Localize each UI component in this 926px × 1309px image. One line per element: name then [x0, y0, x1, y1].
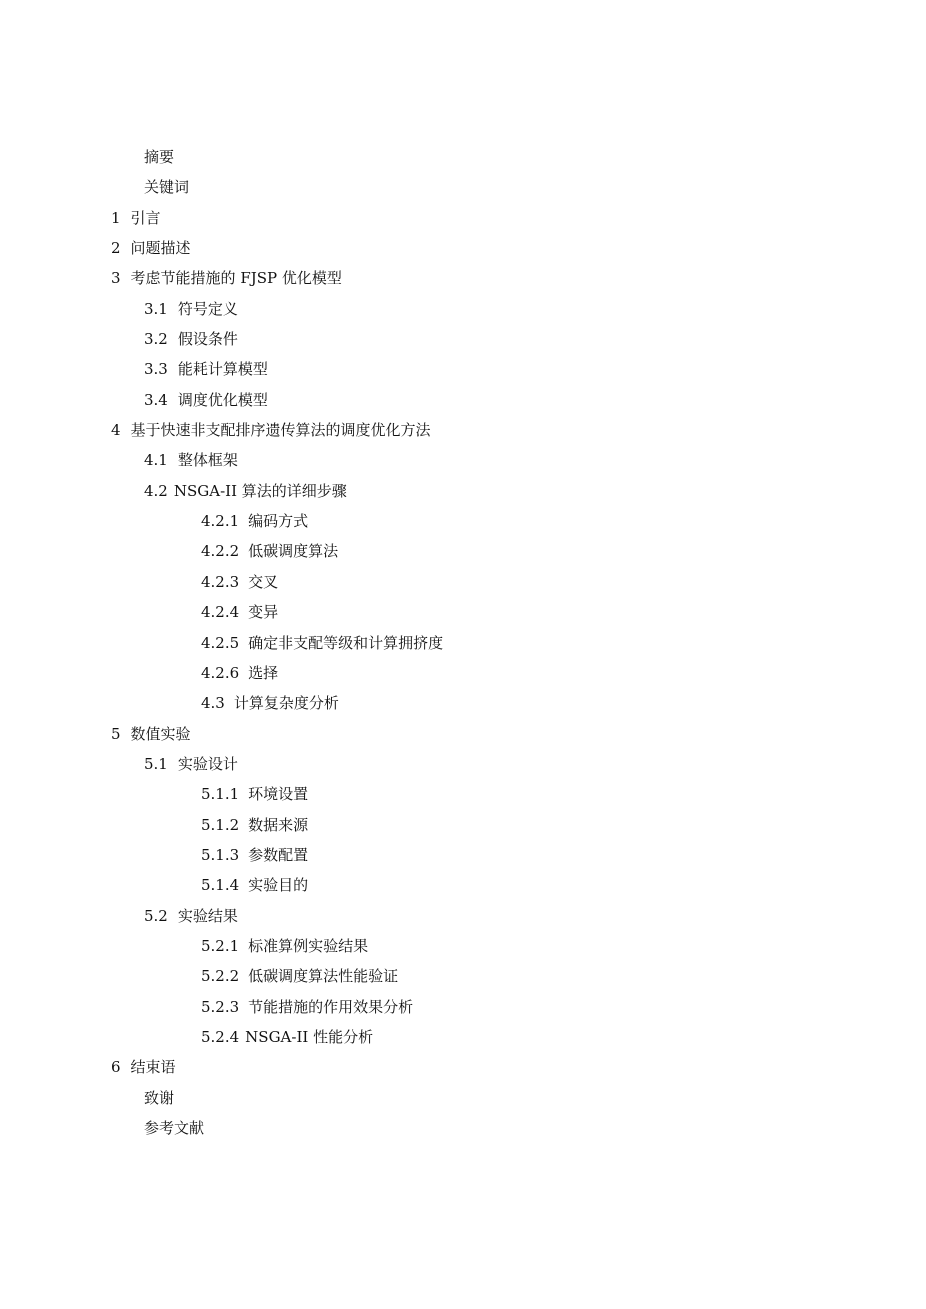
- toc-entry-number: 2: [111, 239, 121, 258]
- toc-entry-number: 4.2.1: [201, 512, 240, 531]
- toc-entry-number: 4.2.4: [201, 603, 240, 622]
- toc-entry[interactable]: [0, 901, 926, 931]
- toc-entry[interactable]: [0, 324, 926, 354]
- toc-entry[interactable]: [0, 688, 926, 718]
- toc-entry[interactable]: [0, 992, 926, 1022]
- toc-entry-number: 4.3: [201, 694, 225, 713]
- toc-entry-title: 实验目的: [248, 876, 309, 895]
- toc-entry-number: 5.1.4: [201, 876, 240, 895]
- toc-entry[interactable]: [0, 810, 926, 840]
- toc-entry-title: 低碳调度算法性能验证: [248, 967, 399, 986]
- toc-entry-number: 5.1.1: [201, 785, 240, 804]
- toc-entry-title: NSGA-II 性能分析: [245, 1027, 374, 1046]
- toc-entry-title: 低碳调度算法: [248, 542, 339, 561]
- toc-entry-number: 6: [111, 1058, 121, 1077]
- toc-entry-title: 考虑节能措施的 FJSP 优化模型: [130, 269, 342, 288]
- toc-entry[interactable]: [0, 385, 926, 415]
- toc-entry-title: 变异: [248, 603, 279, 622]
- toc-entry-title: 数据来源: [248, 815, 309, 834]
- toc-entry[interactable]: [0, 840, 926, 870]
- toc-entry-title: 基于快速非支配排序遗传算法的调度优化方法: [130, 421, 431, 440]
- toc-entry-title: 致谢: [144, 1088, 175, 1107]
- toc-entry-title: 调度优化模型: [177, 390, 268, 409]
- toc-entry-title: 实验设计: [177, 754, 238, 773]
- toc-entry-title: NSGA-II 算法的详细步骤: [173, 481, 347, 500]
- toc-entry-number: 3.1: [144, 299, 168, 318]
- toc-entry-number: 4.2.2: [201, 542, 240, 561]
- toc-entry[interactable]: [0, 172, 926, 202]
- toc-entry-number: 5.2.4: [201, 1027, 240, 1046]
- toc-entry-title: 确定非支配等级和计算拥挤度: [248, 633, 444, 652]
- toc-entry-number: 5.2.3: [201, 997, 240, 1016]
- toc-entry[interactable]: [0, 567, 926, 597]
- toc-entry[interactable]: [0, 597, 926, 627]
- toc-entry[interactable]: [0, 870, 926, 900]
- toc-entry[interactable]: [0, 476, 926, 506]
- toc-entry-title: 关键词: [144, 178, 190, 197]
- toc-entry[interactable]: [0, 658, 926, 688]
- toc-entry-number: 4.2.5: [201, 633, 240, 652]
- toc-entry[interactable]: [0, 719, 926, 749]
- toc-entry-number: 5.2: [144, 906, 168, 925]
- toc-entry-number: 5.2.1: [201, 936, 240, 955]
- toc-entry[interactable]: [0, 1052, 926, 1082]
- toc-entry-number: 4.1: [144, 451, 168, 470]
- toc-entry-number: 4.2.3: [201, 572, 240, 591]
- toc-entry-title: 参数配置: [248, 845, 309, 864]
- toc-entry[interactable]: [0, 931, 926, 961]
- toc-entry-title: 计算复杂度分析: [233, 694, 339, 713]
- toc-entry-title: 交叉: [248, 572, 279, 591]
- toc-entry-title: 结束语: [130, 1058, 176, 1077]
- toc-entry[interactable]: [0, 961, 926, 991]
- toc-entry-title: 假设条件: [177, 330, 238, 349]
- toc-entry-title: 节能措施的作用效果分析: [248, 997, 414, 1016]
- toc-entry-number: 4.2: [144, 481, 168, 500]
- toc-entry-number: 3.4: [144, 390, 168, 409]
- toc-entry-number: 5.2.2: [201, 967, 240, 986]
- toc-entry[interactable]: [0, 415, 926, 445]
- toc-entry-title: 选择: [248, 663, 279, 682]
- table-of-contents: [0, 142, 926, 1143]
- toc-entry[interactable]: [0, 779, 926, 809]
- toc-entry-number: 3.2: [144, 330, 168, 349]
- toc-entry-title: 实验结果: [177, 906, 238, 925]
- toc-entry[interactable]: [0, 142, 926, 172]
- toc-entry-number: 3.3: [144, 360, 168, 379]
- toc-entry[interactable]: [0, 263, 926, 293]
- toc-entry-title: 数值实验: [130, 724, 191, 743]
- toc-entry-number: 5.1: [144, 754, 168, 773]
- toc-entry-title: 环境设置: [248, 785, 309, 804]
- toc-entry[interactable]: [0, 628, 926, 658]
- toc-entry[interactable]: [0, 506, 926, 536]
- toc-entry[interactable]: [0, 1022, 926, 1052]
- toc-entry-title: 问题描述: [130, 239, 191, 258]
- toc-entry[interactable]: [0, 749, 926, 779]
- toc-entry[interactable]: [0, 354, 926, 384]
- toc-entry[interactable]: [0, 1083, 926, 1113]
- toc-entry[interactable]: [0, 203, 926, 233]
- toc-entry-title: 标准算例实验结果: [248, 936, 369, 955]
- toc-entry-title: 参考文献: [144, 1119, 205, 1137]
- toc-entry-title: 整体框架: [177, 451, 238, 470]
- toc-entry-title: 符号定义: [177, 299, 238, 318]
- toc-entry-number: 5.1.2: [201, 815, 240, 834]
- toc-entry-title: 能耗计算模型: [177, 360, 268, 379]
- toc-entry-number: 5: [111, 724, 121, 743]
- toc-entry-number: 1: [111, 208, 121, 227]
- toc-entry[interactable]: [0, 294, 926, 324]
- toc-entry-number: 3: [111, 269, 121, 288]
- toc-entry[interactable]: [0, 536, 926, 566]
- toc-entry-number: 4.2.6: [201, 663, 240, 682]
- toc-entry-number: 4: [111, 421, 121, 440]
- toc-entry-title: 编码方式: [248, 512, 309, 531]
- toc-entry-title: 摘要: [144, 148, 175, 166]
- toc-entry[interactable]: [0, 1113, 926, 1143]
- toc-entry-title: 引言: [130, 208, 161, 227]
- toc-entry-number: 5.1.3: [201, 845, 240, 864]
- toc-entry[interactable]: [0, 445, 926, 475]
- toc-entry[interactable]: [0, 233, 926, 263]
